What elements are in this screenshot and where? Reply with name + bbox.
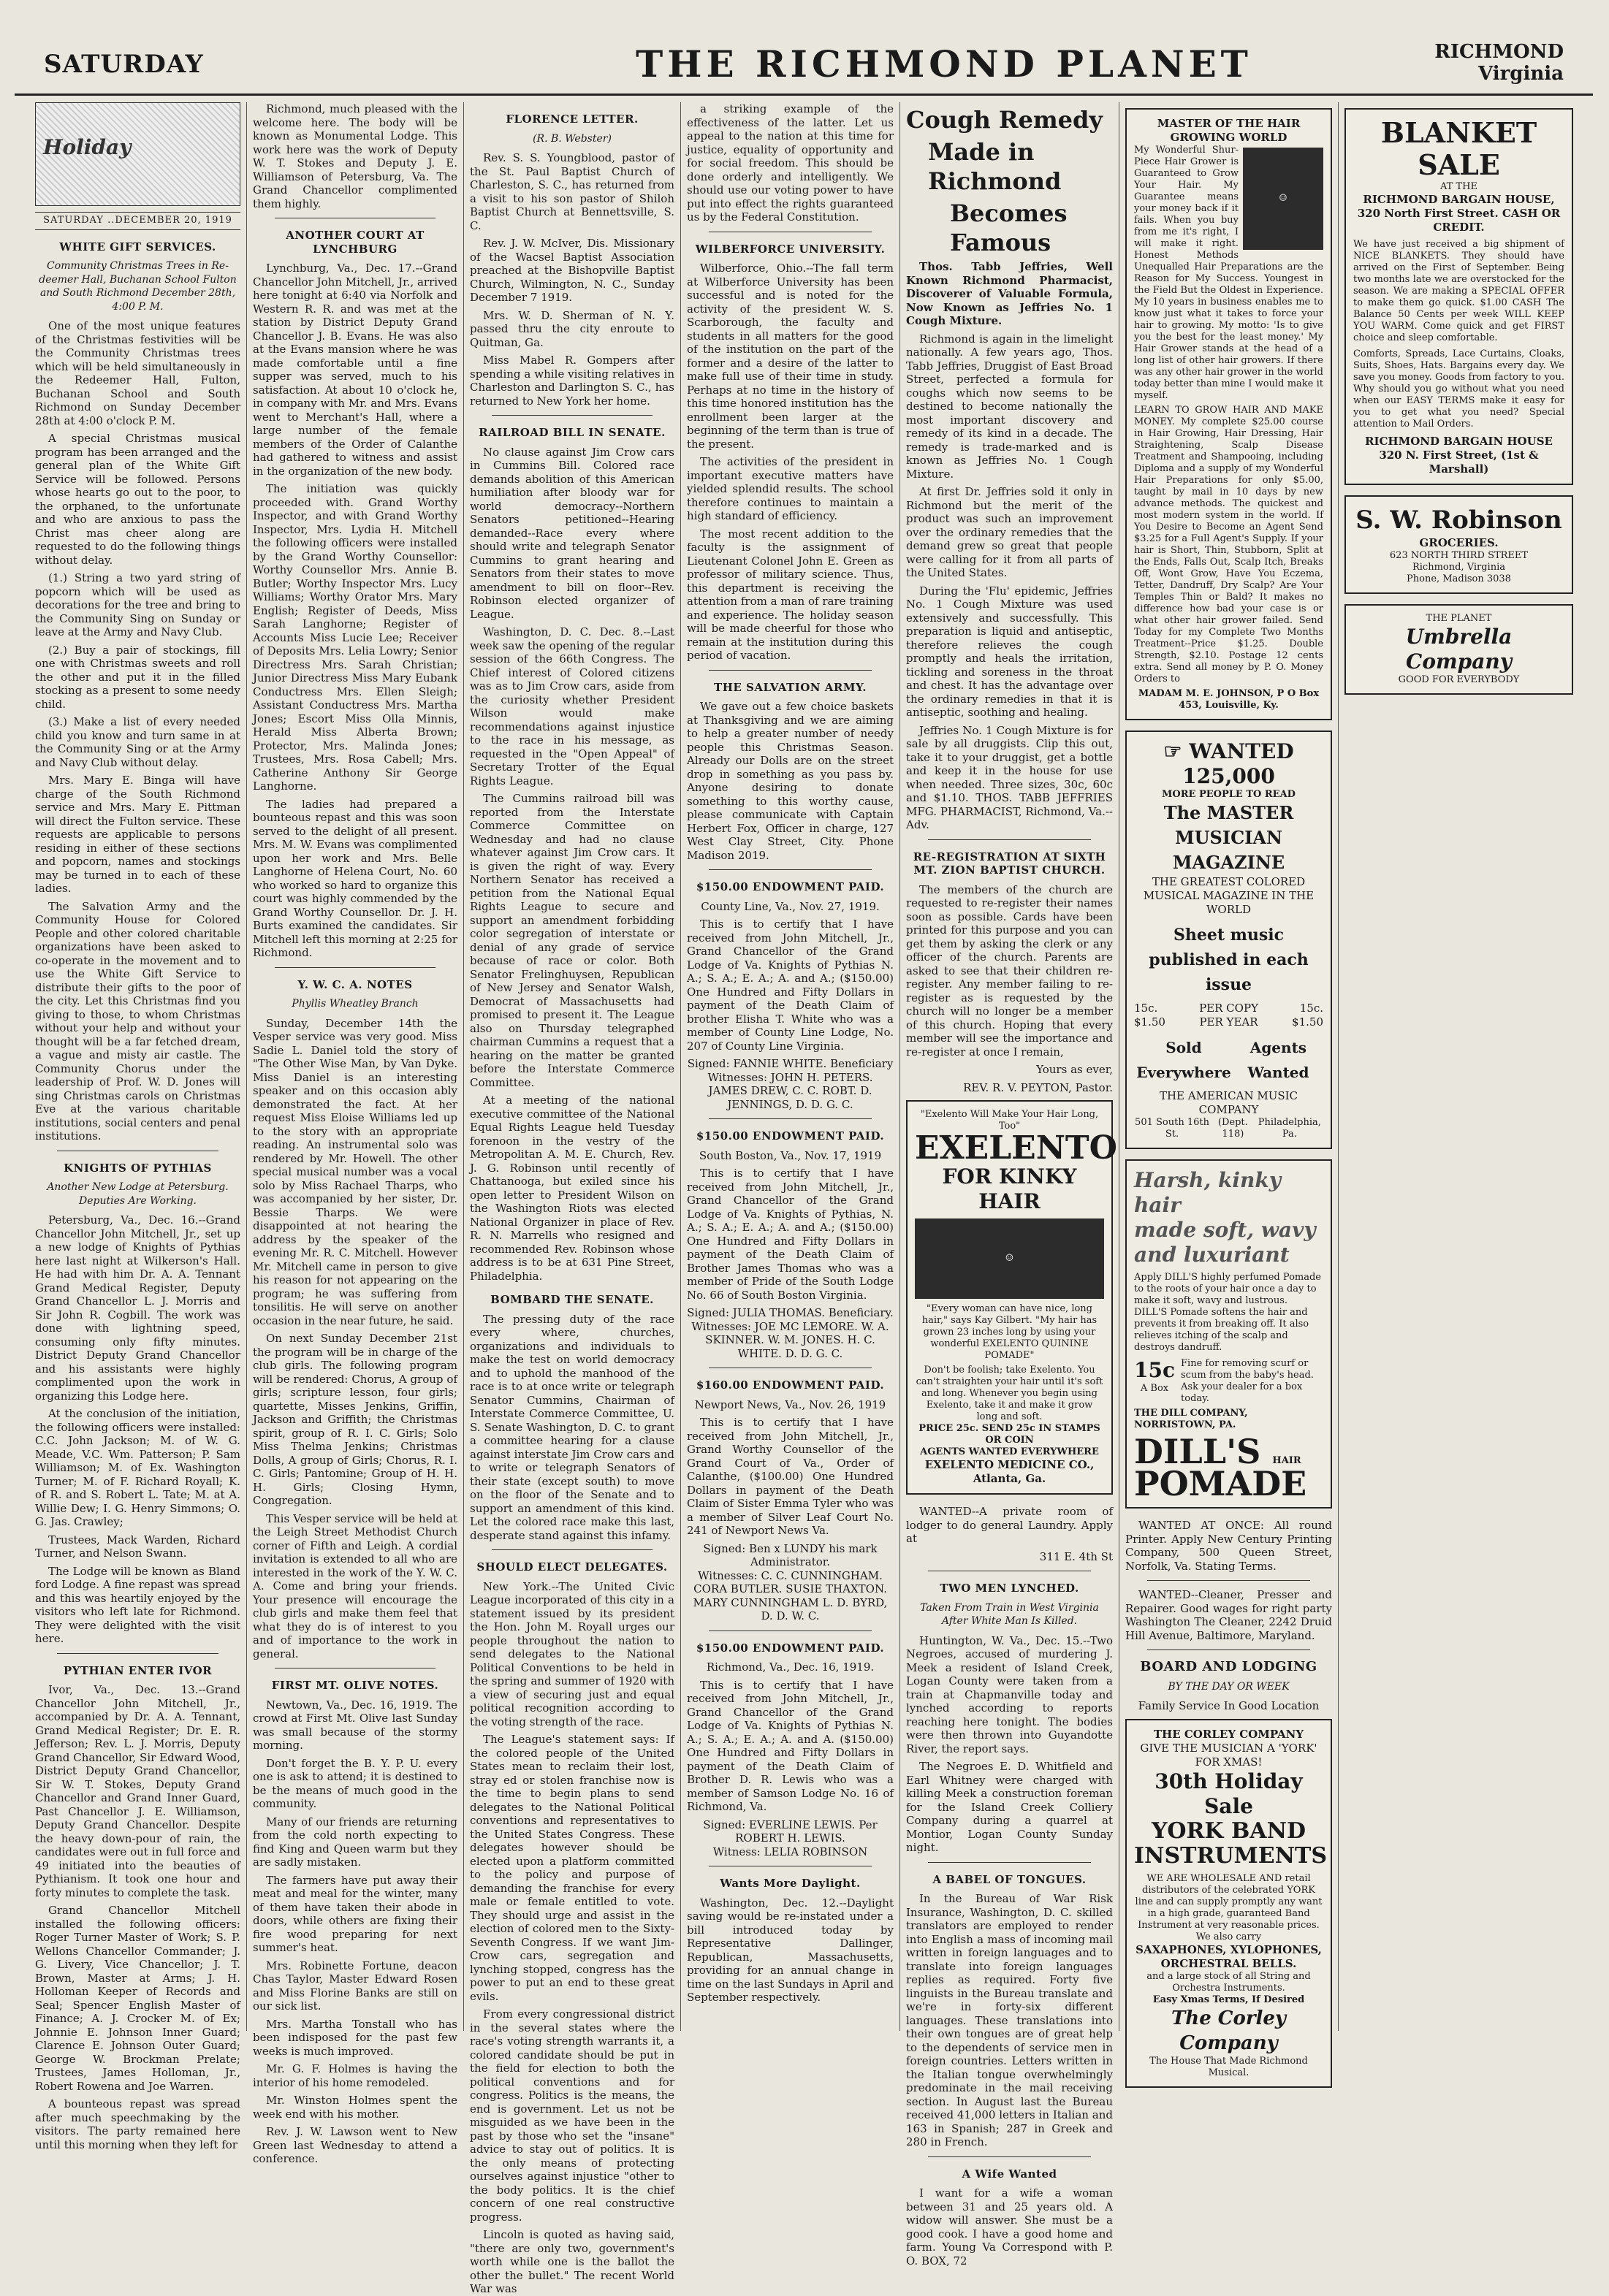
dills-brand-1: DILL'S <box>1134 1432 1261 1471</box>
cough-remedy-lead: Thos. Tabb Jeffries, Well Known Richmond Pharmacist, Discoverer of Valuable Formula, Now Known as Jeffries No. 1 Cough Mixture. <box>906 260 1113 327</box>
railroad-bill-headline: RAILROAD BILL IN SENATE. <box>479 426 666 439</box>
divider <box>928 2156 1091 2157</box>
dills-headline-1: Harsh, kinky hair <box>1134 1168 1282 1217</box>
dills-body: Apply DILL'S highly perfumed Pomade to the roots of your hair once a day to make it soft, wavy and lustrous. DILL'S Pomade softens the hair and prevents it from breaking off. It also relieves itching of the scalp and destroys dandruff. <box>1134 1272 1321 1353</box>
mt-olive-headline: FIRST MT. OLIVE NOTES. <box>271 1679 439 1692</box>
cough-remedy-title-3: Becomes Famous <box>950 199 1068 256</box>
corley-also: We also carry <box>1195 1931 1262 1942</box>
hair-grower-signature: MADAM M. E. JOHNSON, P O Box 453, Louisville, Ky. <box>1138 688 1320 711</box>
masthead-day: SATURDAY <box>44 50 204 79</box>
article-paragraph: Don't forget the B. Y. P. U. every one is ask to attend; it is destined to be the means of much good in the community. <box>253 1756 457 1810</box>
dills-brand-2: POMADE <box>1134 1464 1307 1503</box>
master-musician-ad <box>1125 731 1332 1149</box>
endowment-headline: $150.00 ENDOWMENT PAID. <box>696 880 885 893</box>
ywca-notes-headline: Y. W. C. A. NOTES <box>297 977 413 991</box>
divider <box>1147 1649 1310 1650</box>
article-paragraph: a striking example of the effectiveness of the latter. Let us appeal to the nation at this time for justice, equality of opportunity and for social freedom. This should be done orderly and intelligently. We should use our voting power to have put into effect the rights guaranteed us by the Federal Constitution. <box>687 102 894 224</box>
dills-price: 15c <box>1134 1358 1176 1382</box>
article-paragraph: Ivor, Va., Dec. 13.--Grand Chancellor John Mitchell, Jr., accompanied by Dr. A. A. Tennant, Grand Medical Register; Dr. E. R. Jefferson; Rev. L. J. Morris, Deputy Grand Chancellor, Sir Edward Wood, District Deputy Grand Chancellor, Sir W. T. Stokes, Deputy Grand Chancellor and Grand Inner Guard, Past Chancellor J. E. Williamson, Deputy Grand Chancellor. Despite the heavy down-pour of rain, the candidates were out in full force and 49 initiated into the beauties of Pythianism. It took one hour and forty minutes to complete the task. <box>35 1683 240 1899</box>
price-copy-label: PER COPY <box>1199 1002 1258 1015</box>
corley-terms: Easy Xmas Terms, If Desired <box>1152 1994 1305 2005</box>
babel-headline: A BABEL OF TONGUES. <box>932 1872 1087 1886</box>
corley-tagline: The House That Made Richmond Musical. <box>1149 2055 1308 2078</box>
florence-letter-byline: (R. B. Webster) <box>533 132 612 145</box>
article-paragraph: On next Sunday December 21st the program will be in charge of the club girls. The following program will be rendered: Chorus, A group of girls; scripture lesson, four girls; quartette, Misses Jenkins, Griffin, Jackson and Griffith; the Christmas spirit, group of R. I. C. Girls; Solo Miss Thelma Jenkins; Christmas Dolls, A group of Girls; Chorus, R. I. C. Girls; Pantomine; Group of H. H. H. Girls; Closing Hymn, Congregation. <box>253 1332 457 1507</box>
article-paragraph: We gave out a few choice baskets at Thanksgiving and we are aiming to help a greater number of needy people this Christmas Season. Already our Dolls are on the street drop in something as you pass by. Anyone desiring to donate something to this worthy cause, please communicate with Captain Herbert Fox, Officer in charge, 127 West Clay Street, City. Phone Madison 2019. <box>687 700 894 862</box>
corley-company-name: THE CORLEY COMPANY <box>1153 1727 1304 1741</box>
divider <box>709 1118 872 1119</box>
knights-of-pythias-subhead: Another New Lodge at Petersburg. Deputies Are Working. <box>47 1181 229 1207</box>
cough-remedy-title-1: Cough Remedy <box>906 106 1103 134</box>
article-paragraph: The Cummins railroad bill was reported from the Interstate Commerce Committee on Wednesday and had no clause whatever against Jim Crow cars. It is given the right of way. Every Northern Senator has received a petition from the National Equal Rights League to secure and support an amendment forbidding color segregation of interstate or denial of any grade of service because of race or color. Both Senator Frelinghuysen, Republican of New Jersey and Senator Walsh, Democrat of Massachusetts had promised to present it. The League also on Thursday telegraphed chairman Cummins a request that a hearing on the matter be granted before the Interstate Commerce Committee. <box>470 792 674 1089</box>
article-paragraph: This Vesper service will be held at the Leigh Street Methodist Church corner of Fifth and Leigh. A cordial invitation is extended to all who are interested in the work of the Y. W. C. A. Come and bring your friends. Your presence will encourage the club girls and make them feel that what they do is of interest to you and of importance to the work in general. <box>253 1511 457 1660</box>
article-paragraph: Rev. J. W. Lawson went to New Green last Wednesday to attend a conference. <box>253 2125 457 2165</box>
article-paragraph: I want for a wife a woman between 31 and 25 years old. A widow will answer. She must be a good cook. I have a good home and farm. Young Va Correspond with P. O. BOX, 72 <box>906 2186 1113 2268</box>
classified-address: 311 E. 4th St <box>1039 1549 1113 1563</box>
robinson-groceries-ad <box>1344 495 1573 594</box>
re-registration-headline: RE-REGISTRATION AT SIXTH MT. ZION BAPTIST CHURCH. <box>913 850 1106 877</box>
article-paragraph: Grand Chancellor Mitchell installed the following officers: Roger Turner Master of Work; S. P. Wellons Chancellor Commander; J. G. Livery, Vice Chancellor; J. T. Brown, Master at Arms; J. H. Holloman Keeper of Records and Seal; Spencer English Master of Finance; A. J. Crocker M. of Ex; Johnnie E. Johnson Inner Guard; Clarence E. Johnson Outer Guard; George W. Brockman Prelate; Trustees, James Holloman, Jr., Robert Rowena and Joe Warren. <box>35 1904 240 2093</box>
endowment-witnesses: Witnesses: JOE MC LEMORE. W. A. SKINNER. W. M. JONES. H. C. WHITE. D. D. G. C. <box>691 1319 889 1360</box>
column-3 <box>463 102 680 2295</box>
article-paragraph: Huntington, W. Va., Dec. 15.--Two Negroes, accused of murdering J. Meek a resident of Island Creek, Logan County were taken from a train at Chapmanville today and lynched according to reports reaching here tonight. The bodies were then thrown into Guyandotte River, the report says. <box>906 1633 1113 1755</box>
corley-body: WE ARE WHOLESALE AND retail distributors of the celebrated YORK line and can supply promptly any want in a high grade, guaranteed Band Instrument at very reasonable prices. <box>1135 1872 1323 1931</box>
dills-per: A Box <box>1140 1383 1169 1394</box>
article-paragraph: During the 'Flu' epidemic, Jeffries No. 1 Cough Mixture was used extensively and successfully. This preparation is liquid and antiseptic, therefore relieves the cough promptly and heals the irritation, tickling and soreness in the throat and chest. It has the advantage over the ordinary remedies in that it is antiseptic, soothing and healing. <box>906 584 1113 719</box>
master-musician-prices-year <box>1134 1015 1323 1029</box>
pointing-hand-icon: ☞ <box>1163 739 1182 763</box>
price-copy-right: 15c. <box>1299 1002 1323 1015</box>
article-paragraph: Washington, D. C. Dec. 8.--Last week saw the opening of the regular session of the 66th Congress. The Chief interest of Colored citizens was as to Jim Crow cars, aside from the curiosity whether President Wilson would make recommendations against injustice to the race in his message, as requested in the "Open Appeal" of Secretary Trotter of the Equal Rights League. <box>470 625 674 787</box>
price-year-label: PER YEAR <box>1199 1015 1258 1029</box>
article-paragraph: Lynchburg, Va., Dec. 17.--Grand Chancellor John Mitchell, Jr., arrived here tonight at 6:40 via Norfolk and Western R. R. and was met at the station by District Deputy Grand Chancellor J. B. Evans. He was also at the Evans mansion where he was made comfortable until a fine supper was served, much to his satisfaction. At about 10 o'clock he, in company with Mr. and Mrs. Evans went to Merchant's Hall, where a large number of the female members of the Order of Calanthe had gathered to witness and assist in the organization of the new body. <box>253 262 457 478</box>
exelento-body: Don't be foolish; take Exelento. You can't straighten your hair until it's soft and long. Whenever you begin using Exelento, take it and make it grow long and soft. <box>916 1365 1103 1422</box>
endowment-dateline: County Line, Va., Nov. 27, 1919. <box>701 899 880 913</box>
dills-headline-3: and luxuriant <box>1134 1243 1290 1267</box>
exelento-brand: EXELENTO <box>915 1129 1117 1167</box>
divider <box>275 967 435 968</box>
hair-grower-course: LEARN TO GROW HAIR AND MAKE MONEY. My complete $25.00 course in Hair Growing, Hair Dressing, Hair Straightening, Scalp Disease Treatment and Shampooing, including Diploma and a supply of my Wonderful Hair Preparations for only $5.00, taught by mail in 10 days by new advance methods. The quickest and most modern system in the world. If You Desire to Become an Agent Send $3.25 for a Full Agent's Supply. If your hair is Short, Thin, Stubborn, Split at the Ends, Falls Out, Scalp Itch, Breaks Off, Wont Grow, Have You Eczema, Tetter, Dandruff, Dry Scalp? Are Your Temples Thin or Bald? It makes no difference how bad your case is or what other hair grower failed. Send Today for my Complete Two Months Treatment--Price $1.25. Double Strength, $2.10. Postage 12 cents extra. Send all money by P. O. Money Orders to <box>1134 405 1323 684</box>
corley-instruments: SAXAPHONES, XYLOPHONES, ORCHESTRAL BELLS. <box>1136 1942 1322 1970</box>
white-gift-subhead: Community Christmas Trees in Re-deemer Hall, Buchanan School Fulton and South Richmond December 28th, 4:00 P. M. <box>39 260 237 313</box>
blanket-sale-body: We have just received a big shipment of NICE BLANKETS. They should have arrived on the First of September. Being two months late we are overstocked for the season. We are making a SPECIAL OFFER to make them go quick. $1.00 CASH The Balance 50 Cents per week WILL KEEP YOU WARM. Come quick and get FIRST choice and sleep comfortable. <box>1353 239 1564 343</box>
classified-ad: WANTED AT ONCE: All round Printer. Apply New Century Printing Company, 500 Queen Street, Norfolk, Va. Stating Terms. <box>1125 1519 1332 1573</box>
column-6 <box>1119 102 1338 2078</box>
endowment-headline: $160.00 ENDOWMENT PAID. <box>696 1378 885 1392</box>
master-musician-address <box>1134 1117 1323 1140</box>
endowment-headline: $150.00 ENDOWMENT PAID. <box>696 1641 885 1655</box>
article-paragraph: Richmond is again in the limelight nationally. A few years ago, Thos. Tabb Jeffries, Druggist of East Broad Street, perfected a formula for coughs which now seems to be destined to become nationally the most important discovery and remedy of its kind in a decade. The remedy is trade-marked and is known as Jeffries No. 1 Cough Mixture. <box>906 332 1113 481</box>
exelento-quote: "Every woman can have nice, long hair," says Kay Gilbert. "My hair has grown 23 inches long by using your wonderful EXELENTO QUININE POMADE" <box>921 1303 1098 1361</box>
masthead-title: THE RICHMOND PLANET <box>636 42 1252 85</box>
article-paragraph: (2.) Buy a pair of stockings, fill one with Christmas sweets and roll the other and put it in the filled stocking as a present to some needy child. <box>35 643 240 711</box>
endowment-headline: $150.00 ENDOWMENT PAID. <box>696 1129 885 1143</box>
article-paragraph: A bounteous repast was spread after much speechmaking by the visitors. The party remained here until this morning when they left for <box>35 2097 240 2151</box>
dills-headline-2: made soft, wavy <box>1134 1218 1316 1242</box>
article-paragraph: Washington, Dec. 12.--Daylight saving would be re-instated under a bill introduced today by Representative Dallinger, Republican, Massachusetts, providing for an annual change in time on the last Sundays in April and September respectively. <box>687 1896 894 2004</box>
robinson-city: Richmond, Virginia <box>1412 562 1505 573</box>
article-paragraph: Rev. S. S. Youngblood, pastor of the St. Paul Baptist Church of Charleston, S. C., has returned from a visit to his son pastor of Shiloh Baptist Church at Bennettsville, S. C. <box>470 151 674 232</box>
article-paragraph: Jeffries No. 1 Cough Mixture is for sale by all druggists. Clip this out, take it to your druggist, get a bottle and keep it in the house for use when needed. Three sizes, 30c, 60c and $1.10. THOS. TABB JEFFRIES MFG. PHARMACIST, Richmond, Va.--Adv. <box>906 723 1113 831</box>
knights-of-pythias-headline: KNIGHTS OF PYTHIAS <box>64 1161 212 1175</box>
price-copy-left: 15c. <box>1134 1002 1158 1015</box>
article-paragraph: New York.--The United Civic League incorporated of this city in a statement issued by its president the Hon. John M. Royall urges our people throughout the nation to send delegates to the National Political Conventions to be held in the spring and summer of 1920 with a view of securing just and equal political recognition according to the voting strength of the race. <box>470 1579 674 1728</box>
master-musician-subtitle: THE GREATEST COLORED MUSICAL MAGAZINE IN THE WORLD <box>1143 875 1315 916</box>
corley-logo: The Corley Company <box>1171 2007 1287 2054</box>
column-1 <box>29 102 246 2151</box>
article-paragraph: This is to certify that I have received from John Mitchell, Jr., Grand Worthy Counsellor of the Grand Court of Va., Order of Calanthe, ($100.00) One Hundred Dollars in payment of the Death Claim of Sister Emma Tyler who was a member of Silver Leaf Court No. 241 of Newport News Va. <box>687 1416 894 1537</box>
lynching-headline: TWO MEN LYNCHED. <box>940 1582 1079 1595</box>
corley-company-ad <box>1125 1719 1332 2088</box>
cough-remedy-title-2: Made in Richmond <box>928 138 1062 195</box>
woman-portrait-image: ☺ <box>915 1218 1104 1299</box>
blanket-sale-ad <box>1344 108 1573 485</box>
article-paragraph: Sunday, December 14th the Vesper service was very good. Miss Sadie L. Daniel told the story of "The Other Wise Man, by Van Dyke. Miss Daniel is an interesting speaker and on this occasion ably demonstrated the fact. At her request Miss Eloise Williams led up to the story with an appropriate reading. An instrumental solo was rendered by Mr. Howell. The other special musical number was a vocal solo by Miss Rachael Tharps, who was accompanied by her sister, Dr. Bessie Tharps. We were disappointed at not hearing the address by the speaker of the evening Mr. R. C. Mitchell. However Mr. Mitchell came in person to give his reason for not appearing on the program; he was suffering from tonsilitis. He will serve on another occasion in the near future, he said. <box>253 1016 457 1327</box>
column-2 <box>246 102 463 2165</box>
article-paragraph: The Lodge will be known as Bland ford Lodge. A fine repast was spread and this was heartily enjoyed by the visitors who left late for Richmond. They were delighted with the visit here. <box>35 1564 240 1645</box>
holiday-illustration <box>35 102 240 206</box>
endowment-dateline: Richmond, Va., Dec. 16, 1919. <box>706 1660 875 1674</box>
article-paragraph: The League's statement says: If the colored people of the United States mean to reclaim their lost, stray ed or stolen franchise now is the time to begin plans to send delegates to the National Political conventions and representatives to the United States Congress. These delegates however should be elected upon a platform committed to the policy and purpose of demanding the franchise for every male or female entitled to vote. They should urge and assist in the election of colored men to the Sixty-Seventh Congress. If we want Jim-Crow cars, segregation and lynching stopped, congress has the power to put an end to these great evils. <box>470 1733 674 2003</box>
daylight-headline: Wants More Daylight. <box>720 1877 861 1890</box>
ywca-notes-subhead: Phyllis Wheatley Branch <box>292 998 419 1010</box>
divider <box>1147 1580 1310 1581</box>
dills-price-row <box>1134 1358 1323 1405</box>
article-paragraph: Many of our friends are returning from the cold north expecting to find King and Queen warm but they are sadly mistaken. <box>253 1815 457 1869</box>
dills-company: THE DILL COMPANY, NORRISTOWN, PA. <box>1134 1408 1248 1430</box>
article-paragraph: The ladies had prepared a bounteous repast and this was soon served to the delight of all present. Mrs. M. W. Evans was complimented upon her work and Mrs. Belle Langhorne of Helena Court, No. 60 who worked so hard to organize this court was highly commended by the Grand Worthy Counsellor. Dr. J. H. Burts examined the candidates. Sir Mitchell left this morning at 2:25 for Richmond. <box>253 797 457 959</box>
article-paragraph: At the conclusion of the initiation, the following officers were installed: C.C. John Jackson; M. of W. G. Meade, V.C. Wm. Patterson; P. Sam Williamson; M. of Ex. Washington Turner; M. of F. Richard Royall; K. of R. and S. Robert L. Tate; M. at A. Willie Dew; I. G. Henry Simmons; O. G. Jas. Crawley; <box>35 1407 240 1528</box>
elect-delegates-headline: SHOULD ELECT DELEGATES. <box>476 1560 668 1574</box>
column-7 <box>1338 102 1579 2031</box>
endowment-witnesses: Witnesses: JOHN H. PETERS. JAMES DREW, C. C. ROBT. D. JENNINGS, D. D. G. C. <box>707 1070 873 1111</box>
article-paragraph: The most recent addition to the faculty is the assignment of Lieutenant Colonel John E. Green as professor of military science. Thus, this department is receiving the attention from a man of rare training and experience. The holiday season will be made cheerful for those who remain at the institution during this period of vacation. <box>687 527 894 662</box>
divider <box>928 839 1091 840</box>
madam-johnson-portrait: ☺ <box>1243 148 1323 250</box>
closing: Yours as ever, <box>1036 1063 1113 1076</box>
article-paragraph: Mrs. W. D. Sherman of N. Y. passed thru the city enroute to Quitman, Ga. <box>470 308 674 349</box>
wilberforce-headline: WILBERFORCE UNIVERSITY. <box>695 242 886 256</box>
blanket-sale-goods: Comforts, Spreads, Lace Curtains, Cloaks, Suits, Shoes, Hats. Bargains every day. We save you money. Goods from factory to you. Why should you go without what you need when our EASY TERMS make it easy for you to get what you need? Special attention to Mail Orders. <box>1353 348 1564 430</box>
master-musician-prices <box>1134 1002 1323 1015</box>
article-paragraph: Mrs. Martha Tonstall who has been indisposed for the past few weeks is much improved. <box>253 2017 457 2058</box>
article-paragraph: Lincoln is quoted as having said, "there are only two, government's worth while one is the ballot the other the bullet." The recent World War was <box>470 2228 674 2295</box>
address-dept: (Dept. 118) <box>1217 1117 1248 1140</box>
robinson-groceries: GROCERIES. <box>1419 536 1499 549</box>
board-lodging-body: Family Service In Good Location <box>1138 1699 1320 1712</box>
article-paragraph: The Negroes E. D. Whitfield and Earl Whitney were charged with killing Meek a construction foreman for the Island Creek Colliery Company during a quarrel at Montior, Logan County Sunday night. <box>906 1760 1113 1854</box>
dills-brand <box>1134 1432 1323 1471</box>
endowment-signature: Signed: JULIA THOMAS. Beneficiary. <box>687 1306 894 1319</box>
corley-sale: 30th Holiday Sale <box>1155 1769 1303 1818</box>
article-paragraph: Richmond, much pleased with the welcome here. The body will be known as Monumental Lodge. This work here was the work of Deputy W. T. Stokes and Deputy J. E. Williamson of Petersburg, Va. The Grand Chancellor complimented them highly. <box>253 102 457 210</box>
article-paragraph: At first Dr. Jeffries sold it only in Richmond but the merit of the product was such an improvement over the ordinary remedies that the demand grew so great that people were calling for it from all parts of the United States. <box>906 485 1113 579</box>
exelento-agents: AGENTS WANTED EVERYWHERE <box>920 1446 1099 1457</box>
article-paragraph: One of the most unique features of the Christmas festivities will be the Community Christmas trees which will be held simultaneously in the Redeemer Hall, Fulton, Buchanan School and South Richmond on Sunday December 28th at 4:00 o'clock P. M. <box>35 319 240 427</box>
masthead-state: Virginia <box>1478 63 1564 85</box>
article-paragraph: This is to certify that I have received from John Mitchell, Jr., Grand Chancellor of the Grand Lodge of Va. Knights of Pythias N. A.; S. A.; E. A.; A. and A. ($150.00) One Hundred and Fifty Dollars in payment of the Death Claim of Brother D. R. Lewis who was a member of Samson Lodge No. 16 of Richmond, Va. <box>687 1678 894 1813</box>
umbrella-sub: GOOD FOR EVERYBODY <box>1398 674 1520 685</box>
lynching-subhead: Taken From Train in West Virginia After White Man Is Killed. <box>920 1601 1099 1627</box>
divider <box>57 1653 218 1654</box>
classified-ad: WANTED--Cleaner, Presser and Repairer. Good wages for right party Washington The Cleaner, 2242 Druid Hill Avenue, Baltimore, Maryland. <box>1125 1588 1332 1642</box>
corley-give: GIVE THE MUSICIAN A 'YORK' FOR XMAS! <box>1140 1741 1317 1769</box>
pythian-ivor-headline: PYTHIAN ENTER IVOR <box>63 1663 213 1677</box>
corley-strings: and a large stock of all String and Orchestra Instruments. <box>1146 1970 1311 1994</box>
dills-price-block <box>1134 1358 1175 1395</box>
article-paragraph: Rev. J. W. McIver, Dis. Missionary of the Wacsel Baptist Association preached at the Bishopville Baptist Church, Wilmington, N. C., Sunday December 7 1919. <box>470 237 674 304</box>
bombard-senate-headline: BOMBARD THE SENATE. <box>490 1293 654 1306</box>
dills-baby: Fine for removing scurf or scum from the baby's head. Ask your dealer for a box today. <box>1181 1358 1314 1404</box>
divider <box>928 1862 1091 1863</box>
master-musician-company: THE AMERICAN MUSIC COMPANY <box>1159 1089 1298 1116</box>
address-street: 501 South 16th St. <box>1135 1117 1209 1140</box>
column-5 <box>899 102 1119 2268</box>
article-paragraph: Mrs. Mary E. Binga will have charge of the South Richmond service and Mrs. Mary E. Pittman will direct the Fulton service. These requests are applicable to persons residing in either of these sections and popcorn, names and stockings may be turned in to each of these ladies. <box>35 774 240 895</box>
masthead-city: RICHMOND <box>1434 41 1564 63</box>
blanket-sale-store: RICHMOND BARGAIN HOUSE, 320 North First Street. CASH OR CREDIT. <box>1357 193 1561 234</box>
board-lodging-subhead: BY THE DAY OR WEEK <box>1168 1680 1290 1693</box>
lynchburg-court-headline: ANOTHER COURT AT LYNCHBURG <box>286 229 425 256</box>
exelento-ad <box>906 1100 1117 1495</box>
article-paragraph: The Salvation Army and the Community House for Colored People and other colored charitable organizations have been asked to co-operate in the movement and to use the White Gift Service to distribute their gifts to the poor of the city. Let this Christmas find you giving to those, to whom Christmas without your help and without your thought will be a far fetched dream, a vague and misty air castle. The Community Chorus under the leadership of Prof. W. D. Jones will sing Christmas carols on Christmas Eve at the various charitable institutions, social centers and penal institutions. <box>35 899 240 1143</box>
price-year-right: $1.50 <box>1292 1015 1323 1029</box>
master-musician-more: MORE PEOPLE TO READ <box>1162 789 1296 800</box>
exelento-company: EXELENTO MEDICINE CO., Atlanta, Ga. <box>924 1458 1095 1485</box>
umbrella-header: THE PLANET <box>1426 613 1492 624</box>
master-musician-sheet: Sheet music published in each issue <box>1149 926 1309 994</box>
article-paragraph: Mr. G. F. Holmes is having the interior of his home remodeled. <box>253 2062 457 2089</box>
endowment-signature: Signed: EVERLINE LEWIS. Per ROBERT H. LEWIS. <box>703 1818 878 1845</box>
exelento-for: FOR KINKY HAIR <box>942 1164 1077 1213</box>
divider <box>709 670 872 671</box>
divider <box>492 415 653 416</box>
hair-grower-title: MASTER OF THE HAIR GROWING WORLD <box>1157 117 1301 144</box>
endowment-signature: Signed: FANNIE WHITE. Beneficiary <box>687 1057 894 1070</box>
article-paragraph: The activities of the president in important executive matters have yielded splendid results. The school therefore continues to maintain a high standard of efficiency. <box>687 455 894 522</box>
signature: REV. R. V. PEYTON, Pastor. <box>963 1080 1113 1094</box>
article-paragraph: Miss Mabel R. Gompers after spending a while visiting relatives in Charleston and Darlington S. C., has returned to New York her home. <box>470 354 674 408</box>
article-paragraph: At a meeting of the national executive committee of the National Equal Rights League held Tuesday forenoon in the vestry of the Metropolitan A. M. E. Church, Rev. J. G. Robinson until recently of Chattanooga, but exiled since his open letter to President Wilson on the Washington Riots was elected National Organizer in place of Rev. R. N. Marrells who resigned and recommended Rev. Robinson whose address is to be at 631 Pine Street, Philadelphia. <box>470 1094 674 1283</box>
article-paragraph: In the Bureau of War Risk Insurance, Washington, D. C. skilled translators are employed to render into English a mass of incoming mail written in foreign languages and to translate into foreign languages replies as required. Forty five linguists in the Bureau translate and we're in forty-six different languages. These translations into their own tongues are of great help to the dependents of service men in foreign countries. Letters written in the Italian tongue overwhelmingly predominate in the mail receiving section. In August last the Bureau received 41,000 letters in Italian and 163 in Spanish; 287 in Greek and 280 in French. <box>906 1892 1113 2148</box>
exelento-tagline: "Exelento Will Make Your Hair Long, Too" <box>920 1109 1099 1132</box>
price-year-left: $1.50 <box>1134 1015 1165 1029</box>
article-paragraph: (3.) Make a list of every needed child you know and turn same in at the Community Sing or at the Army and Navy Club without delay. <box>35 715 240 769</box>
article-paragraph: The farmers have put away their meat and meal for the winter, many of them have taken their abode in doors, while others are fixing their fire wood preparing for next summer's heat. <box>253 1873 457 1954</box>
endowment-signature: Signed: Ben x LUNDY his mark Administrator. <box>703 1541 878 1568</box>
article-paragraph: The pressing duty of the race every where, churches, organizations and individuals to make the test on world democracy and to uphold the manhood of the race is to at once write or telegraph Senator Cummins, Chairman of Interstate Commerce Committee, U. S. Senate Washington, D. C. to grant a committee hearing for a clause against interstate Jim Crow cars and to write or telegraph Senators of their state (except south) to move on the floor of the Senate and to support an amendment of this kind. Let the colored race make this last, desperate stand against this infamy. <box>470 1312 674 1542</box>
robinson-phone: Phone, Madison 3038 <box>1407 573 1511 584</box>
masthead <box>15 13 1593 96</box>
master-musician-sold-row <box>1134 1035 1323 1085</box>
endowment-witnesses: Witnesses: C. C. CUNNINGHAM. CORA BUTLER. SUSIE THAXTON. MARY CUNNINGHAM L. D. BYRD, D. D. W. C. <box>693 1568 888 1622</box>
article-paragraph: From every congressional district in the several states where the race's voting strength warrants it, a colored candidate should be put in the field for election to both the political conventions and for congress. Politics is the means, the end is government. Let us not be misguided as we have been in the past by those who set the "insane" advice to stay out of politics. It is the only means of protecting ourselves against injustice "other to the body politics. It is the chief concern of one real constructive progress. <box>470 2007 674 2224</box>
article-paragraph: A special Christmas musical program has been arranged and the general plan of the White Gift Service will be followed. Persons whose hearts go out to the poor, to the orphaned, to the unfortunate and who are anxious to pass the Christ mas cheer along are requested to do the following things without delay. <box>35 432 240 567</box>
article-paragraph: The members of the church are requested to re-register their names soon as possible. Cards have been printed for this purpose and you can get them by asking the clerk or any officer of the church. Parents are asked to see that their children re-register. Any member failing to re-register as is requested by the church will no longer be a member of this church. Hoping that every member will see the importance and re-register at once I remain, <box>906 882 1113 1059</box>
master-musician-sold: Sold Everywhere <box>1136 1039 1231 1081</box>
umbrella-ad <box>1344 604 1573 695</box>
exelento-price: PRICE 25c. SEND 25c IN STAMPS OR COIN <box>918 1423 1100 1446</box>
holiday-illustration-label: Holiday <box>43 135 132 159</box>
article-paragraph: Petersburg, Va., Dec. 16.--Grand Chancellor John Mitchell, Jr., set up a new lodge of Knights of Pythias here last night at Wilkerson's Hall. He had with him Dr. A. A. Tennant Grand Medical Register, Deputy Grand Chancellor L. J. Morris and Sir John R. Cogbill. The work was done with lightning speed, consuming only fifty minutes. District Deputy Grand Chancellor and his assistants were highly complimented upon the work in organizing this Lodge here. <box>35 1213 240 1403</box>
master-musician-wanted-text: WANTED 125,000 <box>1182 739 1294 788</box>
wife-wanted-headline: A Wife Wanted <box>962 2167 1057 2181</box>
florence-letter-headline: FLORENCE LETTER. <box>506 112 639 126</box>
blanket-sale-headline: BLANKET SALE <box>1380 116 1537 181</box>
article-paragraph: Trustees, Mack Warden, Richard Turner, and Nelson Swann. <box>35 1533 240 1560</box>
article-paragraph: Mr. Winston Holmes spent the week end with his mother. <box>253 2094 457 2121</box>
divider <box>492 1549 653 1550</box>
endowment-witnesses: Witness: LELIA ROBINSON <box>712 1845 868 1858</box>
corley-york: YORK BAND INSTRUMENTS <box>1134 1818 1328 1869</box>
board-lodging-headline: BOARD AND LODGING <box>1140 1659 1317 1674</box>
column-4 <box>680 102 899 2031</box>
master-musician-agents: Agents Wanted <box>1247 1039 1309 1081</box>
article-paragraph: (1.) String a two yard string of popcorn which will be used as decorations for the tree and bring to the Community Sing on Sunday or leave at the Army and Navy Club. <box>35 571 240 638</box>
robinson-name: S. W. Robinson <box>1355 506 1562 535</box>
article-paragraph: The initiation was quickly proceeded with. Grand Worthy Inspector, and with Grand Worthy Inspector, Mrs. Lydia H. Mitchell the following officers were installed by the Grand Worthy Counsellor: Worthy Counsellor Mrs. Annie B. Butler; Worthy Inspector Mrs. Lucy Williams; Worthy Orator Mrs. Mary English; Register of Deeds, Miss Sarah Langhorne; Register of Accounts Miss Lucie Lee; Receiver of Deposits Mrs. Lelia Lowry; Senior Directress Mrs. Sarah Christian; Junior Directress Miss Mary Eubank Conductress Mrs. Ellen Sleigh; Assistant Conductress Mrs. Martha Jones; Escort Miss Olla Minnis, Herald Miss Alberta Brown; Protector, Mrs. Malinda Jones; Trustees, Mrs. Rosa Cabell; Mrs. Catherine Anthony Sir George Langhorne. <box>253 482 457 793</box>
salvation-army-headline: THE SALVATION ARMY. <box>714 680 867 694</box>
dills-brand-hair: HAIR <box>1272 1455 1301 1466</box>
blanket-sale-signature: RICHMOND BARGAIN HOUSE 320 N. First Street, (1st & Marshall) <box>1365 435 1553 476</box>
address-city: Philadelphia, Pa. <box>1258 1117 1321 1140</box>
master-musician-title: The MASTER MUSICIAN MAGAZINE <box>1163 802 1294 873</box>
classified-ad: WANTED--A private room of lodger to do general Laundry. Apply at <box>906 1505 1113 1545</box>
white-gift-headline: WHITE GIFT SERVICES. <box>59 240 216 253</box>
article-paragraph: This is to certify that I have received from John Mitchell, Jr., Grand Chancellor of the Grand Lodge of Va. Knights of Pythias, N. A.; S. A.; E. A.; A. and A.; ($150.00) One Hundred and Fifty Dollars in payment of the Death Claim of Brother James Thomas who was a member of Pride of the South Lodge No. 66 of South Boston Virginia. <box>687 1167 894 1302</box>
endowment-dateline: Newport News, Va., Nov. 26, 1919 <box>694 1397 886 1411</box>
article-paragraph: This is to certify that I have received from John Mitchell, Jr., Grand Chancellor of the Grand Lodge of Va. Knights of Pythias N. A.; S. A.; E. A.; A. and A.; ($150.00) One Hundred and Fifty Dollars in payment of the Death Claim of brother Elisha T. White who was a member of County Line Lodge, No. 207 of County Line Virginia. <box>687 918 894 1053</box>
article-paragraph: Mrs. Robinette Fortune, deacon Chas Taylor, Master Edward Rosen and Miss Florine Banks are still on our sick list. <box>253 1959 457 2013</box>
divider <box>709 869 872 870</box>
article-paragraph: Wilberforce, Ohio.--The fall term at Wilberforce University has been successful and is noted for the activity of the president W. S. Scarborough, the faculty and students in all matters for the good of the institution on the part of the former and a desire of the latter to make full use of their time in study. Perhaps at no time in the history of this time honored institution has the enrollment been larger at the beginning of the term than is true of the present. <box>687 262 894 451</box>
hair-grower-ad <box>1125 108 1332 720</box>
blanket-sale-at: AT THE <box>1440 181 1477 192</box>
article-paragraph: Newtown, Va., Dec. 16, 1919. The crowd at First Mt. Olive last Sunday was small because of the stormy morning. <box>253 1698 457 1752</box>
robinson-address: 623 NORTH THIRD STREET <box>1389 550 1529 561</box>
article-paragraph: No clause against Jim Crow cars in Cummins Bill. Colored race demands abolition of this American humiliation after bloody war for world democracy--Northern Senators petitioned--Hearing demanded--Race every where should write and telegraph Senator Cummins to grant hearing and Senators from their states to move amendment to bill on floor--Rev. Robinson elected organizer of League. <box>470 445 674 621</box>
master-musician-wanted <box>1134 739 1323 789</box>
issue-date: SATURDAY ..DECEMBER 20, 1919 <box>35 212 240 230</box>
endowment-dateline: South Boston, Va., Nov. 17, 1919 <box>699 1148 882 1162</box>
masthead-location <box>1434 41 1564 85</box>
hair-grower-body: My Wonderful Shur-Piece Hair Grower is Guaranteed to Grow Your Hair. My Guarantee means your money back if it fails. When you buy from me it's right, I will make it right. Honest Methods Unequalled Hair Preparations are the Reason for My Success. Youngest in the Field But the Oldest in Experience. My 10 years in business enables me to know just what it takes to force your hair to growing. My motto: 'Is to give you the best for the least money.' My Hair Grower stands at the head of a long list of other hair growers. If there was any other hair grower in the world today better than mine I would make it myself. <box>1134 145 1323 401</box>
dills-pomade-ad <box>1125 1159 1332 1509</box>
umbrella-title: Umbrella Company <box>1405 625 1513 674</box>
